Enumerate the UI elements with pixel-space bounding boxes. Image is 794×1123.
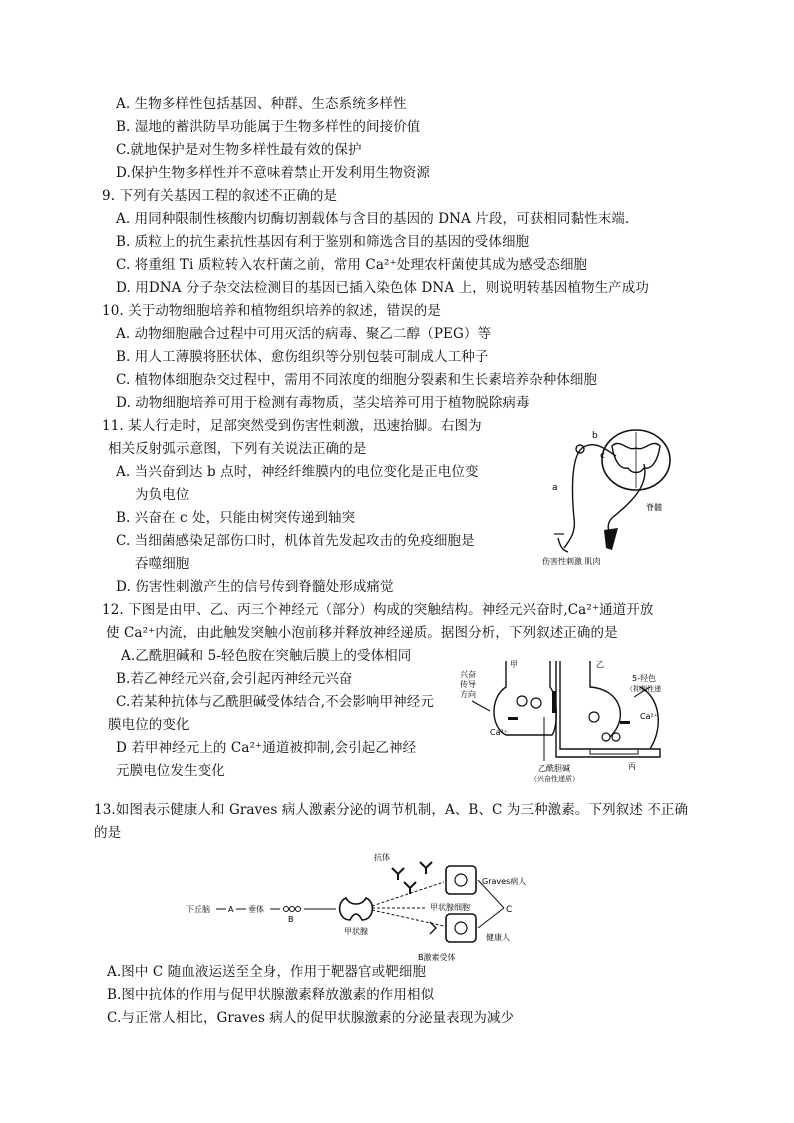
q10-stem: 10. 关于动物细胞培养和植物组织培养的叙述，错误的是	[102, 303, 441, 319]
q11-option-c-cont: 吞噬细胞	[135, 556, 190, 572]
q11-option-d: D. 伤害性刺激产生的信号传到脊髓处形成痛觉	[116, 579, 394, 595]
label-a: a	[552, 483, 558, 493]
label-thyroid: 甲状腺	[344, 927, 368, 936]
label-ach-1: 乙酰胆碱	[538, 764, 570, 773]
q12-stem-line-1: 12. 下图是由甲、乙、丙三个神经元（部分）构成的突触结构。神经元兴奋时,Ca²⁺通道开放	[102, 602, 654, 618]
label-ca-left: Ca²⁺	[490, 728, 508, 737]
q11-option-b: B. 兴奋在 c 处，只能由树突传递到轴突	[116, 510, 356, 526]
q9-option-c: C. 将重组 Ti 质粒转入农杆菌之前，常用 Ca²⁺处理农杆菌使其成为感受态细胞	[116, 257, 588, 273]
q12-stem-line-2: 使 Ca²⁺内流，由此触发突触小泡前移并释放神经递质。据图分析，下列叙述正确的是	[106, 625, 618, 641]
label-ach-2: （兴奋性递质）	[530, 775, 579, 783]
q12-option-b: B.若乙神经元兴奋,会引起丙神经元兴奋	[116, 671, 353, 687]
q9-option-d: D. 用DNA 分子杂交法检测目的基因已插入染色体 DNA 上，则说明转基因植物生产成功	[116, 280, 649, 296]
q9-stem: 9. 下列有关基因工程的叙述不正确的是	[102, 188, 338, 204]
q12-option-a: A.乙酰胆碱和 5-轻色胺在突触后膜上的受体相同	[121, 648, 412, 664]
label-ca-right: Ca²⁺	[640, 712, 658, 721]
label-pituitary: 垂体	[248, 905, 264, 914]
label-serotonin-2: （抑制性递	[626, 685, 661, 693]
q13-option-b: B.图中抗体的作用与促甲状腺激素释放激素的作用相似	[107, 987, 435, 1003]
label-a: A	[228, 905, 234, 914]
label-jia: 甲	[510, 660, 518, 669]
synapse-figure	[460, 657, 670, 783]
q8-option-b: B. 湿地的蓄洪防旱功能属于生物多样性的间接价值	[116, 119, 421, 135]
q13-option-c: C.与正常人相比，Graves 病人的促甲状腺激素的分泌量表现为减少	[107, 1010, 515, 1026]
q11-stem-line-2: 相关反射弧示意图，下列有关说法正确的是	[108, 441, 367, 457]
q11-stem-line-1: 11. 某人行走时，足部突然受到伤害性刺激，迅速抬脚。右图为	[102, 418, 482, 434]
q10-option-a: A. 动物细胞融合过程中可用灭活的病毒、聚乙二醇（PEG）等	[116, 326, 492, 342]
q13-stem-line-2: 的是	[94, 825, 122, 841]
graves-figure	[186, 848, 556, 964]
q12-option-c: C.若某种抗体与乙酰胆碱受体结合,不会影响甲神经元	[116, 694, 434, 710]
label-c: C	[506, 905, 513, 915]
q11-option-c: C. 当细菌感染足部伤口时，机体首先发起攻击的免疫细胞是	[116, 533, 475, 549]
label-graves: Graves病人	[482, 877, 527, 886]
thyroid	[340, 898, 373, 920]
q13-option-a: A.图中 C 随血液运送至全身，作用于靶器官或靶细胞	[107, 964, 427, 980]
muscle	[604, 528, 618, 550]
graves-cell	[446, 866, 476, 894]
q8-option-c: C.就地保护是对生物多样性最有效的保护	[116, 142, 362, 158]
label-spinal-cord: 脊髓	[646, 503, 662, 512]
label-b: b	[592, 431, 598, 441]
label-bing: 丙	[628, 762, 636, 771]
q13-stem-line-1: 13.如图表示健康人和 Graves 病人激素分泌的调节机制，A、B、C 为三种激素。下列叙述 不正确	[94, 802, 689, 818]
q8-option-a: A. 生物多样性包括基因、种群、生态系统多样性	[116, 96, 407, 112]
label-c: c	[600, 451, 605, 461]
label-b-receptor: B激素受体	[418, 953, 456, 962]
label-b: B	[288, 915, 294, 924]
q8-option-d: D.保护生物多样性并不意味着禁止开发利用生物资源	[116, 165, 431, 181]
sensory-nerve	[564, 448, 582, 548]
label-yi: 乙	[596, 660, 604, 669]
label-excite-2: 传导	[460, 680, 476, 689]
label-serotonin-1: 5-羟色	[632, 674, 656, 683]
motor-nerve	[608, 464, 645, 538]
neuron-jia-terminal	[494, 661, 556, 735]
reflex-arc-figure	[540, 418, 685, 566]
q9-option-b: B. 质粒上的抗生素抗性基因有利于鉴别和筛选含目的基因的受体细胞	[116, 234, 530, 250]
label-antibody: 抗体	[374, 853, 390, 862]
healthy-cell	[446, 914, 476, 942]
q12-option-d-cont: 元膜电位发生变化	[116, 763, 225, 779]
label-healthy: 健康人	[486, 933, 510, 942]
q11-option-a: A. 当兴奋到达 b 点时，神经纤维膜内的电位变化是正电位变	[116, 464, 479, 480]
q10-option-c: C. 植物体细胞杂交过程中，需用不同浓度的细胞分裂素和生长素培养杂种体细胞	[116, 372, 598, 388]
q10-option-b: B. 用人工薄膜将胚状体、愈伤组织等分别包装可制成人工种子	[116, 349, 489, 365]
q9-option-a: A. 用同种限制性核酸内切酶切割载体与含目的基因的 DNA 片段，可获相同黏性末端.	[116, 211, 630, 227]
label-stimulus-muscle: 伤害性刺激 肌肉	[542, 557, 601, 566]
q11-option-a-cont: 为负电位	[135, 487, 190, 503]
q10-option-d: D. 动物细胞培养可用于检测有毒物质，茎尖培养可用于植物脱除病毒	[116, 395, 530, 411]
label-excite-3: 方向	[460, 690, 476, 699]
q12-option-d: D 若甲神经元上的 Ca²⁺通道被抑制,会引起乙神经	[116, 740, 417, 756]
label-excite-1: 兴奋	[460, 670, 476, 679]
label-thyroid-cell: 甲状腺细胞	[430, 903, 470, 912]
q12-option-c-cont: 膜电位的变化	[108, 717, 190, 733]
label-hypothalamus: 下丘脑	[186, 905, 210, 914]
